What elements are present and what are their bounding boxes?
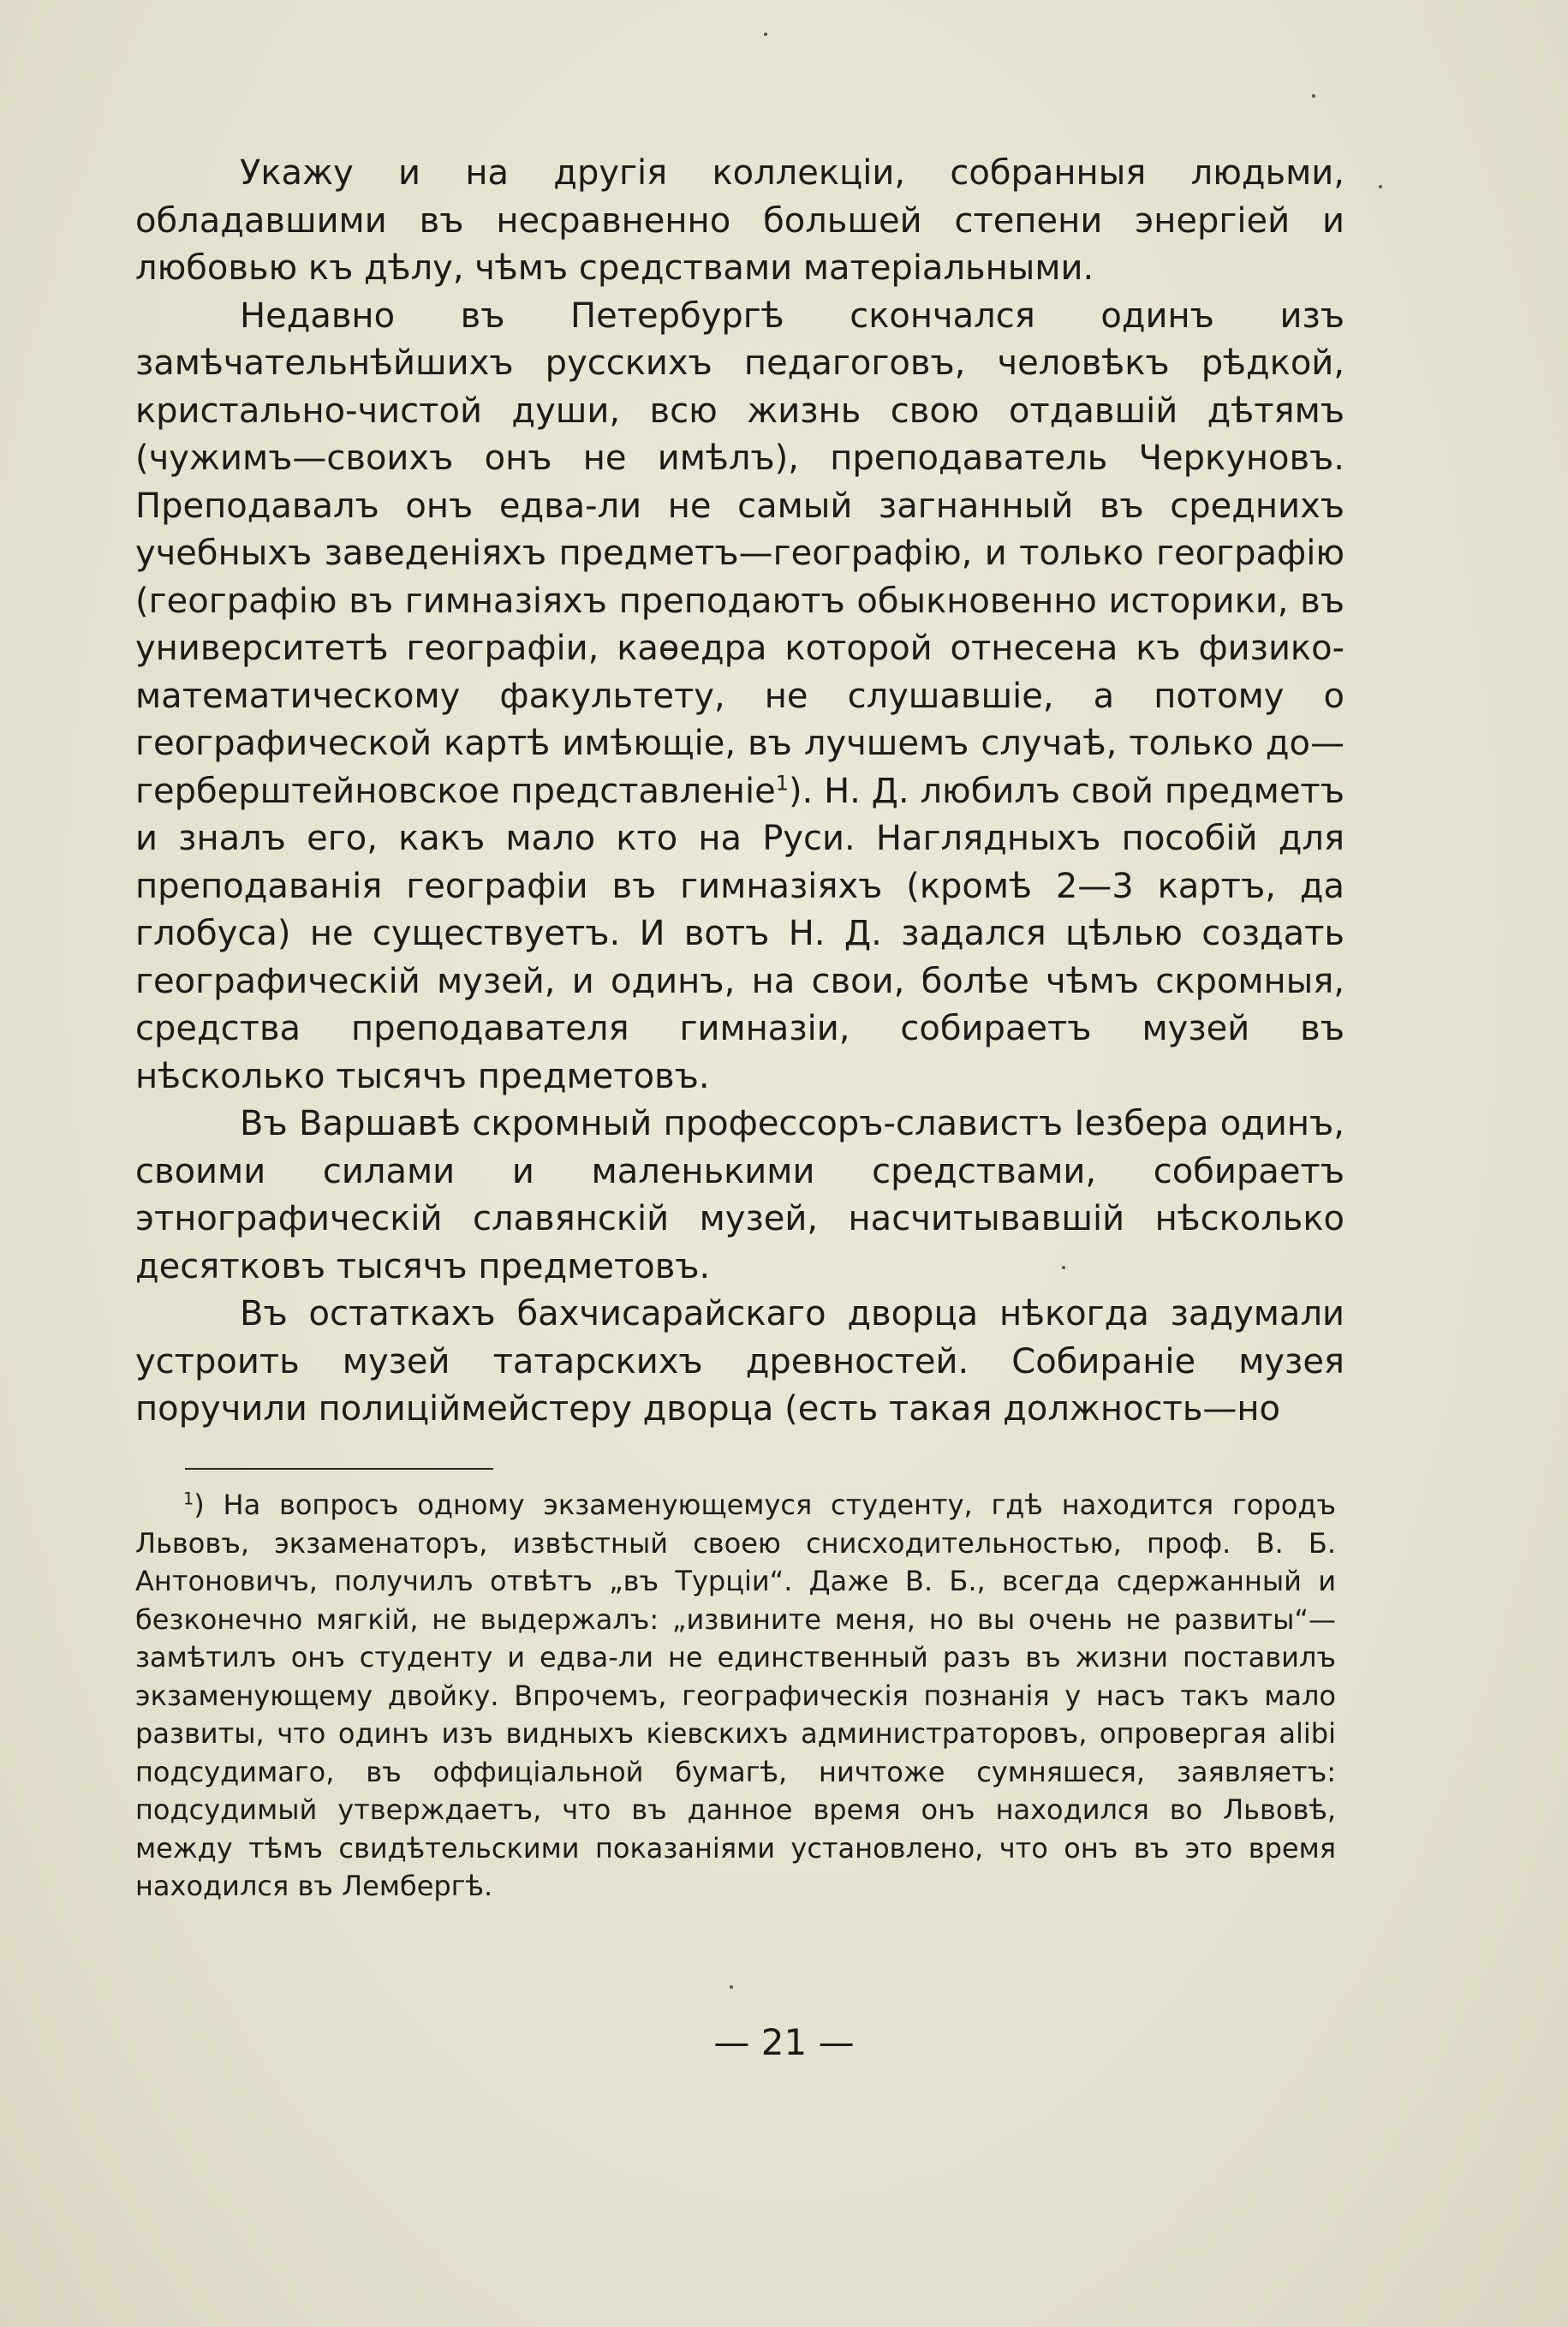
paragraph-2-continuation: ). Н. Д. любилъ свой предметъ и зналъ его, какъ мало кто на Руси. Наглядныхъ пособій для преподаванія географіи въ гимназіяхъ (кромѣ 2—3 картъ, да глобуса) не существуетъ. И вотъ Н. Д. задался цѣлью создать географическій музей, и одинъ, на свои, болѣе чѣмъ скромныя, средства преподавателя гимназіи, собираетъ музей въ нѣсколько тысячъ предметовъ. — [135, 771, 1344, 1096]
paper-speck — [1312, 94, 1315, 98]
footnote-paragraph — [135, 1486, 1336, 1906]
paragraph-4: Въ остаткахъ бахчисарайскаго дворца нѣкогда задумали устроить музей татарскихъ древностей. Собираніе музея поручили полиціймейстеру дворца (есть такая должность—но — [135, 1294, 1344, 1429]
page-number: — 21 — — [713, 2021, 855, 2063]
footnote-marker: 1 — [183, 1489, 194, 1509]
paragraph-2 — [135, 293, 1344, 1101]
paragraph-2-text: Недавно въ Петербургѣ скончался одинъ изъ замѣчательнѣйшихъ русскихъ педагоговъ, человѣкъ рѣдкой, кристально-чистой души, всю жизнь свою отдавшій дѣтямъ (чужимъ—своихъ онъ не имѣлъ), преподаватель Черкуновъ. Преподавалъ онъ едва-ли не самый загнанный въ среднихъ учебныхъ заведеніяхъ предметъ—географію, и только географію (географію въ гимназіяхъ преподаютъ обыкновенно историки, въ университетѣ географіи, каѳедра которой отнесена къ физико-математическому факультету, не слушавшіе, а потому о географической картѣ имѣющіе, въ лучшемъ случаѣ, только до—герберштейновское представленіе — [135, 295, 1344, 811]
footnote-reference: 1 — [775, 771, 789, 796]
paper-speck — [730, 1985, 733, 1989]
footnote-text: ) На вопросъ одному экзаменующемуся студенту, гдѣ находится городъ Львовъ, экзаменаторъ, извѣстный своею снисходительностью, проф. В. Б. Антоновичъ, получилъ отвѣтъ „въ Турціи“. Даже В. Б., всегда сдержанный и безконечно мягкій, не выдержалъ: „извините меня, но вы очень не развиты“—замѣтилъ онъ студенту и едва-ли не единственный разъ въ жизни поставилъ экзаменующему двойку. Впрочемъ, географическія познанія у насъ такъ мало развиты, что одинъ изъ видныхъ кіевскихъ администраторовъ, опровергая alibi подсудимаго, въ оффиціальной бумагѣ, ничтоже сумняшеся, заявляетъ: подсудимый утверждаетъ, что въ данное время онъ находился во Львовѣ, между тѣмъ свидѣтельскими показаніями установлено, что онъ въ это время находился въ Лембергѣ. — [135, 1489, 1336, 1902]
paper-speck — [764, 33, 767, 36]
paragraph-1: Укажу и на другія коллекціи, собранныя людьми, обладавшими въ несравненно большей степени энергіей и любовью къ дѣлу, чѣмъ средствами матеріальными. — [135, 153, 1344, 288]
footnote-separator — [185, 1468, 493, 1470]
paragraph-3: Въ Варшавѣ скромный профессоръ-славистъ Іезбера одинъ, своими силами и маленькими средствами, собираетъ этнографическій славянскій музей, насчитывавшій нѣсколько десятковъ тысячъ предметовъ. — [135, 1104, 1344, 1286]
paper-speck — [1379, 185, 1382, 188]
paper-speck — [1062, 1266, 1065, 1269]
footnote — [135, 1486, 1336, 1906]
main-text — [135, 150, 1344, 1434]
